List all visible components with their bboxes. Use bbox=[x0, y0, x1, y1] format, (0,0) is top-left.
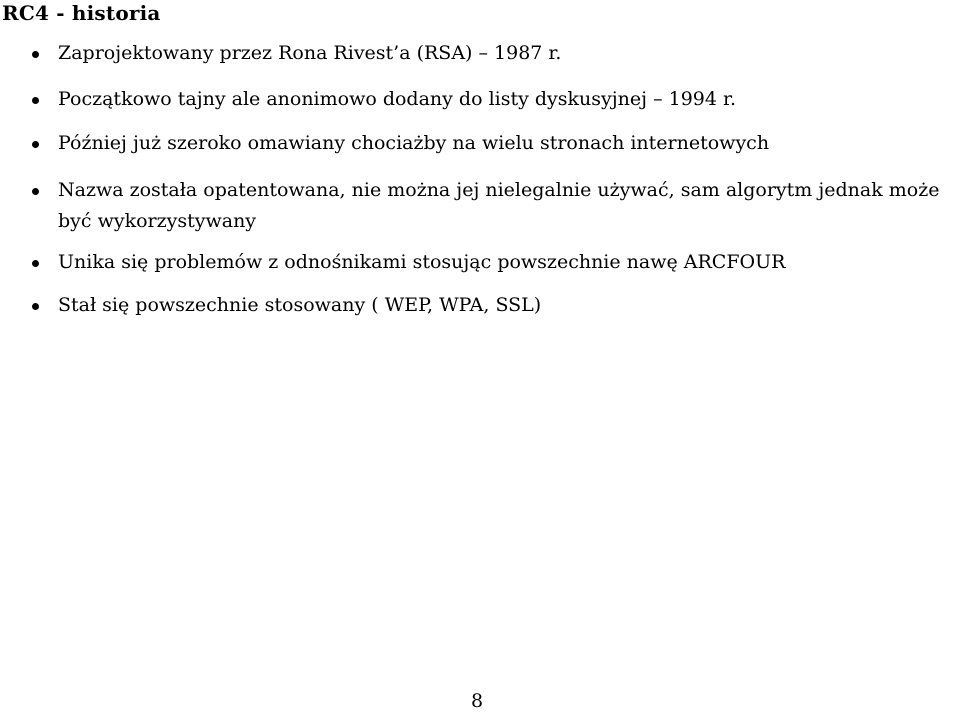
bullet-icon bbox=[32, 188, 39, 195]
bullet-text: Nazwa została opatentowana, nie można jej nielegalnie używać, sam algorytm jednak może być wykorzystywany bbox=[58, 179, 940, 232]
bullet-text: Zaprojektowany przez Rona Rivest’a (RSA) – 1987 r. bbox=[58, 42, 562, 64]
bullet-icon bbox=[32, 51, 39, 58]
bullet-text: Unika się problemów z odnośnikami stosując powszechnie nawę ARCFOUR bbox=[58, 251, 786, 273]
bullet-text: Później już szeroko omawiany chociażby na wielu stronach internetowych bbox=[58, 132, 770, 154]
bullet-icon bbox=[32, 303, 39, 310]
page-number: 8 bbox=[471, 690, 484, 712]
bullet-icon bbox=[32, 260, 39, 267]
bullet-icon bbox=[32, 141, 39, 148]
slide-title: RC4 - historia bbox=[2, 1, 161, 25]
bullet-text: Początkowo tajny ale anonimowo dodany do listy dyskusyjnej – 1994 r. bbox=[58, 88, 737, 110]
bullet-icon bbox=[32, 97, 39, 104]
bullet-text: Stał się powszechnie stosowany ( WEP, WPA, SSL) bbox=[58, 294, 542, 316]
